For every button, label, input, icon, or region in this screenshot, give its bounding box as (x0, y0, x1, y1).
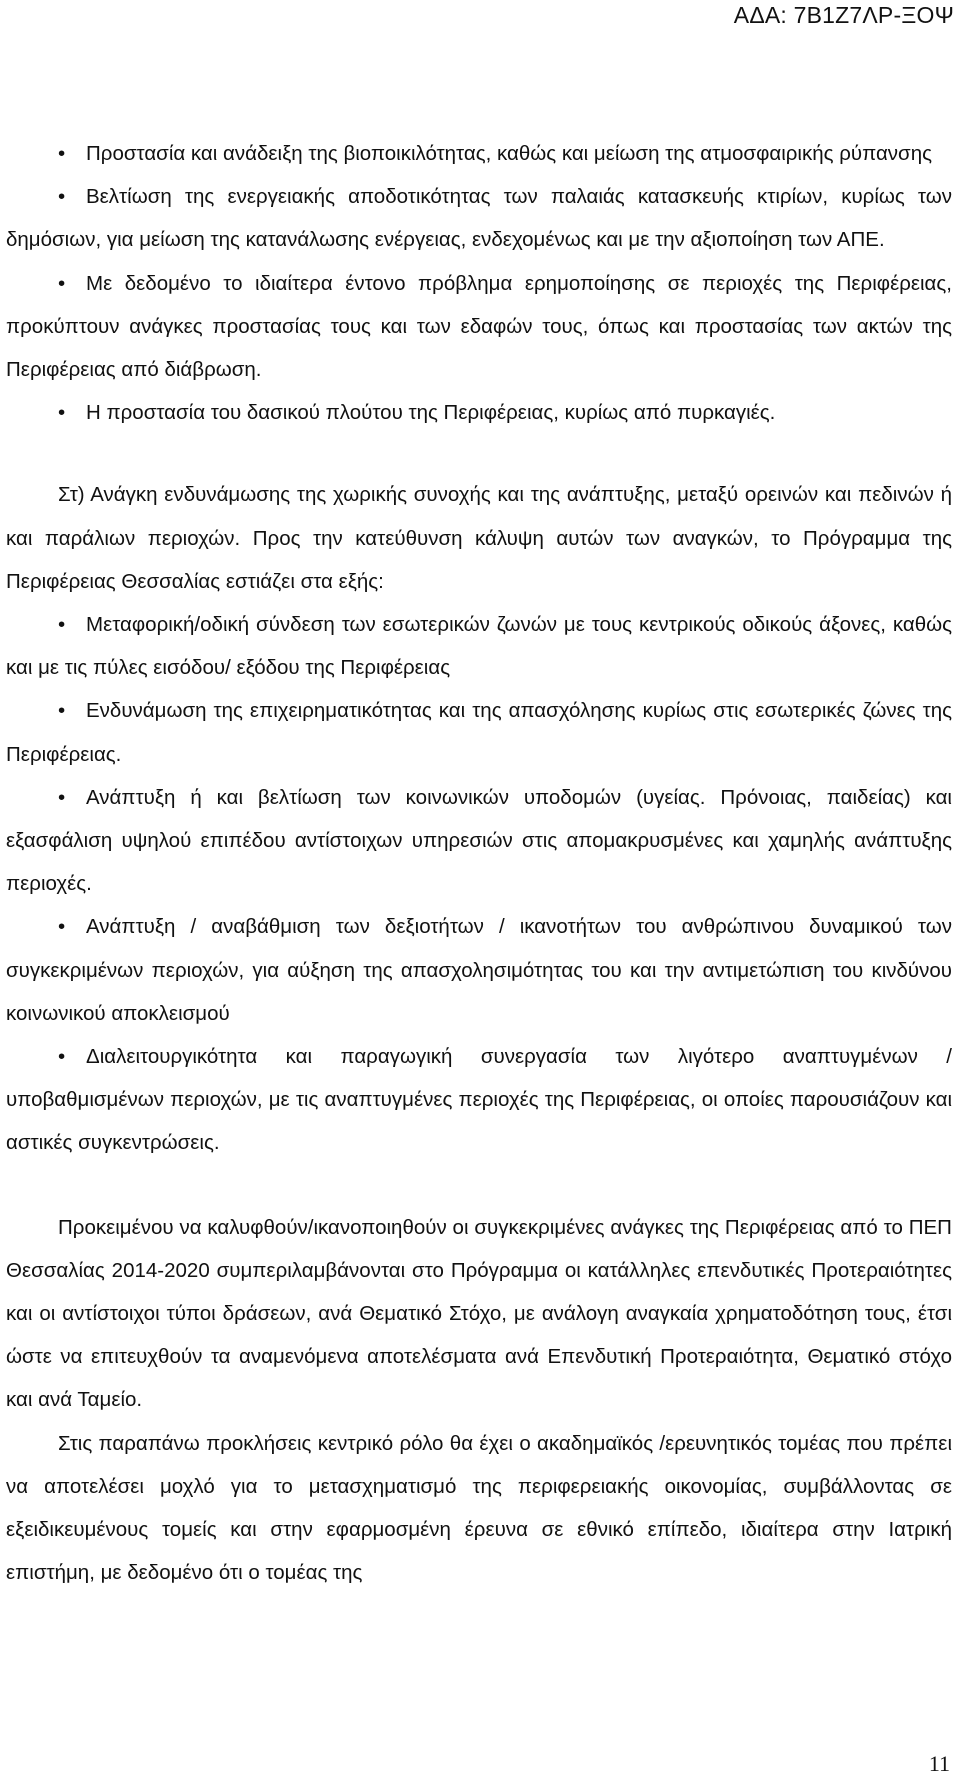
bullet-icon: • (58, 1045, 66, 1069)
bullet-item (6, 1035, 952, 1165)
bullet-icon: • (58, 785, 66, 809)
academic-sector-paragraph: Στις παραπάνω προκλήσεις κεντρικό ρόλο θα έχει ο ακαδημαϊκός /ερευνητικός τομέας που πρέπει να αποτελέσει μοχλό για το μετασχηματισμό της περιφερειακής οικονομίας, συμβάλλοντας σε εξειδικευμένους τομείς και στην εφαρμοσμένη έρευνα σε εθνικό επίπεδο, ιδιαίτερα στην Ιατρική επιστήμη, με δεδομένο ότι ο τομέας της (6, 1431, 952, 1585)
bullet-item (6, 175, 952, 261)
bullet-item (6, 905, 952, 1035)
bullet-item (6, 132, 952, 175)
section-st-paragraph: Στ) Ανάγκη ενδυνάμωσης της χωρικής συνοχής και της ανάπτυξης, μεταξύ ορεινών και πεδινών ή και παράλιων περιοχών. Προς την κατεύθυνση κάλυψη αυτών των αναγκών, το Πρόγραμμα της Περιφέρειας Θεσσαλίας εστιάζει στα εξής: (6, 483, 952, 593)
document-code: ΑΔΑ: 7Β1Ζ7ΛΡ-ΞΟΨ (733, 2, 954, 28)
bullet-text: Ανάπτυξη / αναβάθμιση των δεξιοτήτων / ικανοτήτων του ανθρώπινου δυναμικού των συγκεκριμένων περιοχών, για αύξηση της απασχολησιμότητας του και την αντιμετώπιση του κινδύνου κοινωνικού αποκλεισμού (6, 915, 952, 1025)
document-body (6, 132, 952, 1595)
bullet-text: Ενδυνάμωση της επιχειρηματικότητας και της απασχόλησης κυρίως στις εσωτερικές ζώνες της Περιφέρειας. (6, 699, 952, 766)
bullet-item (6, 262, 952, 392)
funding-paragraph: Προκειμένου να καλυφθούν/ικανοποιηθούν οι συγκεκριμένες ανάγκες της Περιφέρειας από το ΠΕΠ Θεσσαλίας 2014-2020 συμπεριλαμβάνονται στο Πρόγραμμα οι κατάλληλες επενδυτικές Προτεραιότητες και οι αντίστοιχοι τύποι δράσεων, ανά Θεματικό Στόχο, με ανάλογη αναγκαία χρηματοδότηση τους, έτσι ώστε να επιτευχθούν τα αναμενόμενα αποτελέσματα ανά Επενδυτική Προτεραιότητα, Θεματικό στόχο και ανά Ταμείο. (6, 1215, 952, 1412)
bullet-text: Η προστασία του δασικού πλούτου της Περιφέρειας, κυρίως από πυρκαγιές. (86, 401, 776, 425)
bullet-icon: • (58, 142, 66, 165)
bullet-icon: • (58, 915, 66, 939)
bullet-text: Προστασία και ανάδειξη της βιοποικιλότητας, καθώς και μείωση της ατμοσφαιρικής ρύπανσης (86, 142, 932, 165)
bullet-text: Διαλειτουργικότητα και παραγωγική συνεργασία των λιγότερο αναπτυγμένων / υποβαθμισμένων περιοχών, με τις αναπτυγμένες περιοχές της Περιφέρειας, οι οποίες παρουσιάζουν και αστικές συγκεντρώσεις. (6, 1045, 952, 1155)
bullet-item (6, 776, 952, 906)
bullet-icon: • (58, 699, 66, 723)
bullet-text: Βελτίωση της ενεργειακής αποδοτικότητας των παλαιάς κατασκευής κτιρίων, κυρίως των δημόσιων, για μείωση της κατανάλωσης ενέργειας, ενδεχομένως και με την αξιοποίηση των ΑΠΕ. (6, 185, 952, 252)
bullet-text: Μεταφορική/οδική σύνδεση των εσωτερικών ζωνών με τους κεντρικούς οδικούς άξονες, καθώς και με τις πύλες εισόδου/ εξόδου της Περιφέρειας (6, 613, 952, 680)
bullet-text: Ανάπτυξη ή και βελτίωση των κοινωνικών υποδομών (υγείας. Πρόνοιας, παιδείας) και εξασφάλιση υψηλού επιπέδου αντίστοιχων υπηρεσιών στις απομακρυσμένες και χαμηλής ανάπτυξης περιοχές. (6, 785, 952, 896)
bullet-item (6, 391, 952, 434)
bullet-icon: • (58, 401, 66, 425)
page-number: 11 (928, 1751, 950, 1776)
bullet-item (6, 689, 952, 775)
bullet-icon: • (58, 271, 66, 295)
bullet-icon: • (58, 185, 66, 209)
bullet-item (6, 603, 952, 689)
bullet-text: Με δεδομένο το ιδιαίτερα έντονο πρόβλημα ερημοποίησης σε περιοχές της Περιφέρειας, προκύπτουν ανάγκες προστασίας τους και των εδαφών τους, όπως και προστασίας των ακτών της Περιφέρειας από διάβρωση. (6, 271, 952, 382)
bullet-icon: • (58, 613, 66, 637)
